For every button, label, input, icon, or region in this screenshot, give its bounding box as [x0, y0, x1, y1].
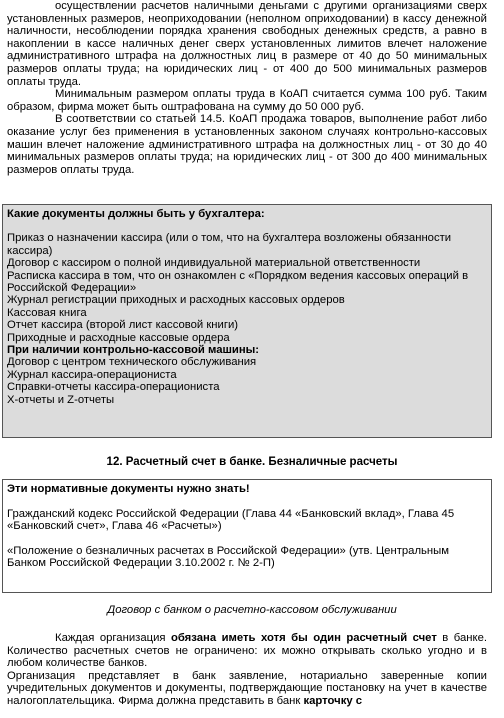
section-heading: 12. Расчетный счет в банке. Безналичные расчеты: [106, 456, 398, 468]
list-item: Приходные и расходные кассовые ордера: [7, 331, 230, 344]
regulation-cashless-payments: «Положение о безналичных расчетах в Российской Федерации» (утв. Центральным Банком Российской Федерации 3.10.2002 г. № 2-П): [7, 544, 450, 570]
list-item: Договор с центром технического обслуживания: [7, 356, 257, 369]
list-item: Приказ о назначении кассира (или о том, что на бухгалтера возложены обязанности кассира): [7, 232, 452, 257]
paragraph-minimum-wage: Минимальным размером оплаты труда в КоАП считается сумма 100 руб. Таким образом, фирма может быть оштрафована на сумму до 50 000 руб.: [7, 88, 487, 113]
list-item: Расписка кассира в том, что он ознакомлен с «Порядком ведения кассовых операций в Российской Федерации»: [7, 269, 469, 295]
paragraph-account-required: Каждая организация обязана иметь хотя бы один расчетный счет в банке. Количество расчетных счетов не ограничено: их можно открывать сколько угодно и в любом количестве банков.: [7, 632, 487, 670]
box-title: Какие документы должны быть у бухгалтера:: [7, 208, 265, 220]
list-item: Договор с кассиром о полной индивидуальной материальной ответственности: [7, 257, 421, 270]
subsection-heading: Договор с банком о расчетно-кассовом обслуживании: [107, 604, 397, 616]
paragraph-fines-cash: осуществлении расчетов наличными деньгами с другими организациями сверх установленных размеров, неоприходовании (неполном оприходовании) в кассу денежной наличности, несоблюдении порядка хранения свободных денежных средств, а равно в накоплении в кассе наличных денег сверх установленных лимитов влечет наложение административного штрафа на должностных лиц в размере от 40 до 50 минимальных размеров оплаты труда; на юридических лиц - от 400 до 500 минимальных размеров оплаты труда.: [7, 0, 487, 88]
list-item: Отчет кассира (второй лист кассовой книги): [7, 319, 239, 332]
list-item: Справки-отчеты кассира-операциониста: [7, 381, 220, 394]
bank-account-text: [7, 632, 487, 708]
intro-text: [7, 0, 487, 176]
regulation-civil-code: Гражданский кодекс Российской Федерации (Глава 44 «Банковский вклад», Глава 45 «Банковский счет», Глава 46 «Расчеты»): [7, 507, 455, 533]
paragraph-article-14-5: В соответствии со статьей 14.5. КоАП продажа товаров, выполнение работ либо оказание услуг без применения в установленных законом случаях контрольно-кассовых машин влечет наложение административного штрафа на должностных лиц - от 30 до 40 минимальных размеров оплаты труда; на юридических лиц - от 300 до 400 минимальных размеров оплаты труда.: [7, 113, 487, 176]
list-item: Журнал кассира-операциониста: [7, 368, 177, 381]
box-title: Эти нормативные документы нужно знать!: [7, 483, 250, 495]
list-item: Х-отчеты и Z-отчеты: [7, 393, 115, 406]
regulations-box: [2, 479, 492, 593]
box-subtitle: При наличии контрольно-кассовой машины:: [7, 344, 260, 357]
accountant-documents-box: [2, 204, 492, 438]
paragraph-documents-to-bank: Организация представляет в банк заявление, нотариально заверенные копии учредительных документов и документы, подтверждающие постановку на учет в качестве налогоплательщика. Фирма должна представить в банк карточку с: [7, 669, 487, 707]
list-item: Журнал регистрации приходных и расходных кассовых ордеров: [7, 294, 345, 307]
list-item: Кассовая книга: [7, 306, 87, 319]
